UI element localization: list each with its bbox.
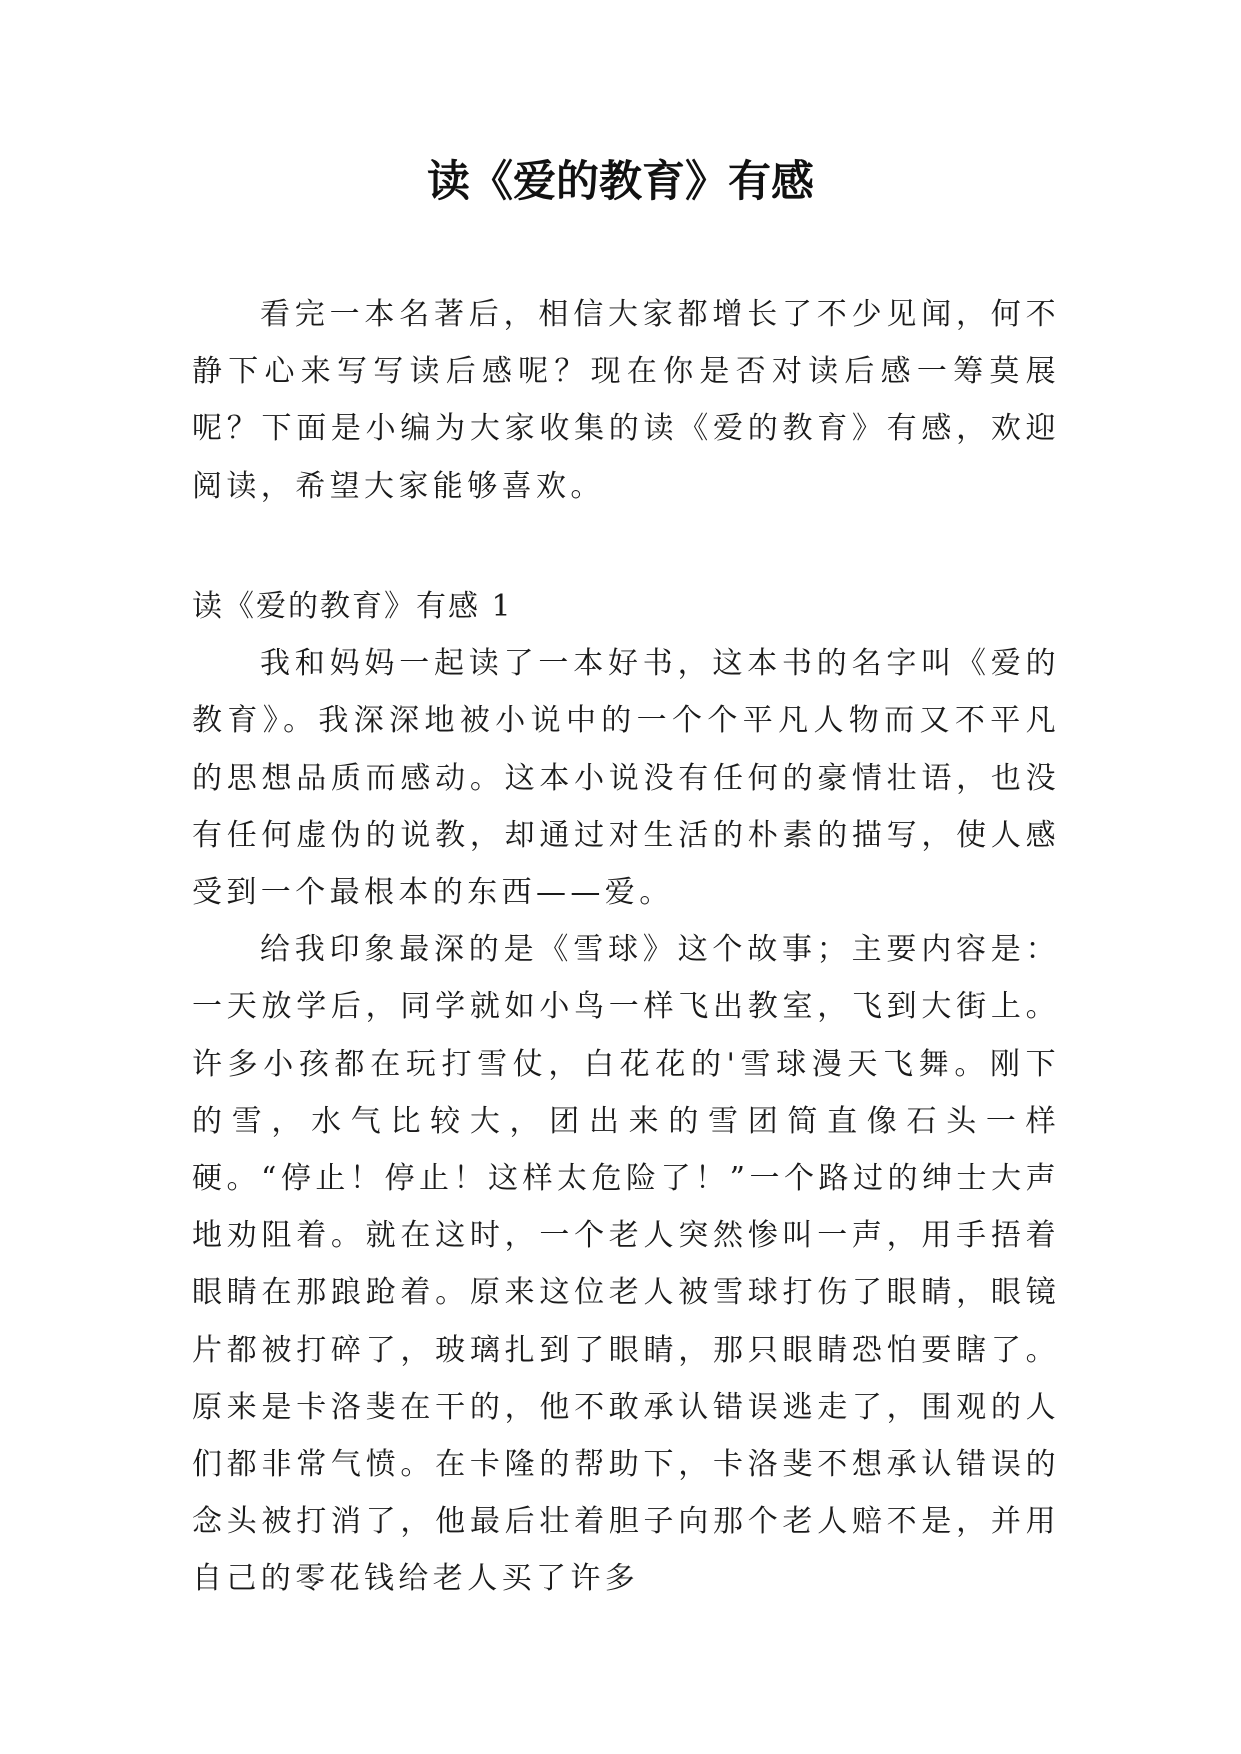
section-heading: 读《爱的教育》有感 1 [192, 589, 513, 624]
intro-paragraph: 看完一本名著后，相信大家都增长了不少见闻，何不静下心来写写读后感呢？现在你是否对读后感一筹莫展呢？下面是小编为大家收集的读《爱的教育》有感，欢迎阅读，希望大家能够喜欢。 [192, 297, 1060, 504]
intro-block [192, 286, 1060, 515]
section-1 [192, 578, 1060, 1608]
document-title: 读《爱的教育》有感 [427, 157, 814, 207]
body-paragraph: 给我印象最深的是《雪球》这个故事；主要内容是：一天放学后，同学就如小鸟一样飞出教室，飞到大街上。许多小孩都在玩打雪仗，白花花的'雪球漫天飞舞。刚下的雪，水气比较大，团出来的雪团简直像石头一样硬。“停止！停止！这样太危险了！”一个路过的绅士大声地劝阻着。就在这时，一个老人突然惨叫一声，用手捂着眼睛在那踉跄着。原来这位老人被雪球打伤了眼睛，眼镜片都被打碎了，玻璃扎到了眼睛，那只眼睛恐怕要瞎了。原来是卡洛斐在干的，他不敢承认错误逃走了，围观的人们都非常气愤。在卡隆的帮助下，卡洛斐不想承认错误的念头被打消了，他最后壮着胆子向那个老人赔不是，并用自己的零花钱给老人买了许多 [192, 932, 1060, 1597]
body-paragraph: 我和妈妈一起读了一本好书，这本书的名字叫《爱的教育》。我深深地被小说中的一个个平凡人物而又不平凡的思想品质而感动。这本小说没有任何的豪情壮语，也没有任何虚伪的说教，却通过对生活的朴素的描写，使人感受到一个最根本的东西——爱。 [192, 646, 1060, 911]
